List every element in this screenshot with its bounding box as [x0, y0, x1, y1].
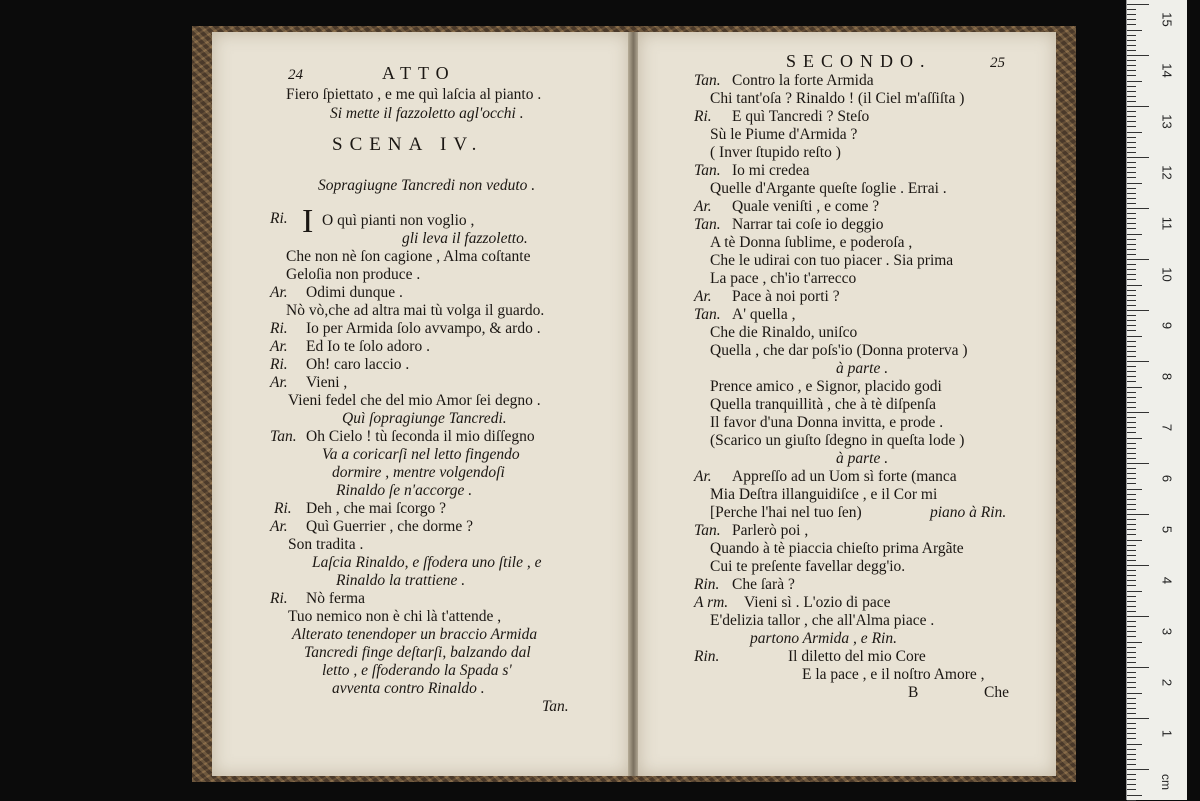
speaker: Ar.: [694, 198, 712, 215]
ruler-tick: [1127, 545, 1136, 546]
speaker: Tan.: [270, 428, 297, 445]
stage-direction: Tancredi finge deſtarſi, balzando dal: [304, 644, 531, 661]
ruler-tick: [1127, 259, 1149, 260]
ruler-number: 14: [1159, 63, 1175, 78]
text-line: Chi tant'oſa ? Rinaldo ! (il Ciel m'aſſiſta ): [710, 90, 965, 107]
ruler-tick: [1127, 667, 1149, 668]
ruler-tick: [1127, 392, 1136, 393]
ruler-tick: [1127, 351, 1136, 352]
text-line: Mia Deſtra illanguidiſce , e il Cor mi: [710, 486, 938, 503]
ruler-tick: [1127, 427, 1136, 428]
ruler-tick: [1127, 713, 1136, 714]
stage-direction: dormire , mentre volgendoſi: [332, 464, 505, 481]
ruler-tick: [1127, 152, 1136, 153]
ruler-tick: [1127, 30, 1142, 31]
ruler-tick: [1127, 341, 1136, 342]
text-line: A tè Donna ſublime, e poderoſa ,: [710, 234, 913, 251]
drop-cap: I: [302, 203, 314, 240]
ruler-tick: [1127, 677, 1136, 678]
ruler-unit: cm: [1159, 774, 1173, 790]
ruler-number: 10: [1159, 267, 1175, 282]
ruler-tick: [1127, 769, 1149, 770]
ruler-tick: [1127, 285, 1142, 286]
text-line: Tuo nemico non è chi là t'attende ,: [288, 608, 502, 625]
text-line: Nò vò,che ad altra mai tù volga il guardo.: [286, 302, 545, 319]
ruler-tick: [1127, 356, 1136, 357]
ruler-tick: [1127, 264, 1136, 265]
ruler-tick: [1127, 560, 1136, 561]
ruler-tick: [1127, 703, 1136, 704]
ruler-tick: [1127, 779, 1136, 780]
ruler-tick: [1127, 580, 1136, 581]
ruler-tick: [1127, 320, 1136, 321]
text-line: E la pace , e il noſtro Amore ,: [802, 666, 985, 683]
speaker: Tan.: [694, 216, 721, 233]
ruler-tick: [1127, 463, 1149, 464]
text-line: Narrar tai coſe io deggio: [732, 216, 884, 233]
text-line: Il diletto del mio Core: [788, 648, 926, 665]
text-line: Nò ferma: [306, 590, 365, 607]
ruler-tick: [1127, 789, 1136, 790]
speaker: Ri.: [270, 320, 288, 337]
speaker: Ar.: [270, 374, 288, 391]
measurement-ruler: [1126, 0, 1187, 800]
ruler-tick: [1127, 647, 1136, 648]
speaker: Ri.: [270, 210, 288, 227]
ruler-tick: [1127, 458, 1136, 459]
scene-heading: SCENA IV.: [332, 134, 484, 155]
ruler-number: 12: [1159, 165, 1175, 180]
speaker: Ri.: [274, 500, 292, 517]
ruler-tick: [1127, 754, 1136, 755]
ruler-tick: [1127, 693, 1142, 694]
stage-direction: avventa contro Rinaldo .: [332, 680, 485, 697]
ruler-tick: [1127, 601, 1136, 602]
stage-direction: piano à Rin.: [930, 504, 1007, 521]
ruler-tick: [1127, 70, 1136, 71]
ruler-tick: [1127, 708, 1136, 709]
ruler-tick: [1127, 489, 1142, 490]
text-line: Che ſarà ?: [732, 576, 795, 593]
speaker: A rm.: [694, 594, 729, 611]
catchword: Tan.: [542, 698, 569, 715]
ruler-tick: [1127, 534, 1136, 535]
ruler-tick: [1127, 412, 1149, 413]
ruler-tick: [1127, 784, 1136, 785]
text-line: Che non nè ſon cagione , Alma coſtante: [286, 248, 531, 265]
text-line: Parlerò poi ,: [732, 522, 809, 539]
ruler-tick: [1127, 366, 1136, 367]
stage-direction: Alterato tenendoper un braccio Armida: [292, 626, 538, 643]
speaker: Tan.: [694, 522, 721, 539]
ruler-tick: [1127, 274, 1136, 275]
ruler-tick: [1127, 269, 1136, 270]
ruler-tick: [1127, 91, 1136, 92]
ruler-tick: [1127, 728, 1136, 729]
text-line: Vieni fedel che del mio Amor ſei degno .: [288, 392, 541, 409]
stage-direction: Sopragiugne Tancredi non veduto .: [318, 177, 536, 194]
speaker: Rin.: [694, 576, 720, 593]
ruler-tick: [1127, 315, 1136, 316]
ruler-tick: [1127, 570, 1136, 571]
ruler-tick: [1127, 14, 1136, 15]
page-number: 25: [990, 55, 1005, 71]
ruler-tick: [1127, 438, 1142, 439]
text-line: Quelle d'Argante queſte ſoglie . Errai .: [710, 180, 947, 197]
ruler-number: 7: [1159, 423, 1175, 432]
speaker: Ar.: [694, 288, 712, 305]
ruler-tick: [1127, 407, 1136, 408]
ruler-tick: [1127, 540, 1142, 541]
text-line: Contro la forte Armida: [732, 72, 874, 89]
ruler-tick: [1127, 330, 1136, 331]
stage-direction: partono Armida , e Rin.: [750, 630, 897, 647]
ruler-tick: [1127, 254, 1136, 255]
ruler-tick: [1127, 764, 1136, 765]
ruler-tick: [1127, 310, 1149, 311]
text-line: Quale veniſti , e come ?: [732, 198, 880, 215]
ruler-tick: [1127, 126, 1136, 127]
ruler-tick: [1127, 514, 1149, 515]
text-line: Io per Armida ſolo avvampo, & ardo .: [306, 320, 541, 337]
text-line: Io mi credea: [732, 162, 810, 179]
ruler-tick: [1127, 239, 1136, 240]
text-line: Vieni ,: [306, 374, 348, 391]
ruler-tick: [1127, 19, 1136, 20]
ruler-tick: [1127, 81, 1142, 82]
ruler-tick: [1127, 504, 1136, 505]
stage-direction: à parte .: [836, 450, 889, 467]
ruler-number: 4: [1159, 576, 1175, 585]
ruler-tick: [1127, 448, 1136, 449]
ruler-tick: [1127, 494, 1136, 495]
ruler-tick: [1127, 60, 1136, 61]
running-head: SECONDO.: [786, 51, 932, 71]
ruler-tick: [1127, 40, 1136, 41]
ruler-tick: [1127, 45, 1136, 46]
ruler-tick: [1127, 473, 1136, 474]
speaker: Tan.: [694, 162, 721, 179]
stage-direction: Rinaldo ſe n'accorge .: [336, 482, 473, 499]
ruler-tick: [1127, 132, 1142, 133]
ruler-tick: [1127, 157, 1149, 158]
text-line: Pace à noi porti ?: [732, 288, 840, 305]
ruler-tick: [1127, 249, 1136, 250]
text-line: Vieni sì . L'ozio di pace: [744, 594, 891, 611]
text-line: Quando à tè piaccia chieſto prima Argãte: [710, 540, 964, 557]
text-line: Quì Guerrier , che dorme ?: [306, 518, 473, 535]
speaker: Ar.: [270, 338, 288, 355]
ruler-tick: [1127, 621, 1136, 622]
stage-direction: à parte .: [836, 360, 889, 377]
ruler-tick: [1127, 509, 1136, 510]
ruler-tick: [1127, 361, 1149, 362]
running-head: ATTO: [382, 63, 456, 83]
ruler-tick: [1127, 116, 1136, 117]
ruler-tick: [1127, 550, 1136, 551]
ruler-tick: [1127, 422, 1136, 423]
ruler-tick: [1127, 290, 1136, 291]
text-line: Appreſſo ad un Uom sì forte (manca: [732, 468, 957, 485]
stage-direction: Quì ſopragiunge Tancredi.: [342, 410, 507, 427]
text-line: O quì pianti non voglio ,: [322, 212, 475, 229]
ruler-tick: [1127, 106, 1149, 107]
text-line: E'delizia tallor , che all'Alma piace .: [710, 612, 935, 629]
ruler-tick: [1127, 223, 1136, 224]
ruler-tick: [1127, 591, 1142, 592]
text-line: Geloſia non produce .: [286, 266, 421, 283]
ruler-tick: [1127, 111, 1136, 112]
ruler-tick: [1127, 121, 1136, 122]
ruler-tick: [1127, 453, 1136, 454]
ruler-tick: [1127, 65, 1136, 66]
ruler-tick: [1127, 55, 1149, 56]
stage-direction: gli leva il fazzoletto.: [402, 230, 528, 247]
ruler-tick: [1127, 279, 1136, 280]
ruler-tick: [1127, 101, 1136, 102]
ruler-tick: [1127, 565, 1149, 566]
text-line: Prence amico , e Signor, placido godi: [710, 378, 942, 395]
stage-direction: Va a coricarſi nel letto fingendo: [322, 446, 520, 463]
speaker: Ar.: [694, 468, 712, 485]
ruler-tick: [1127, 596, 1136, 597]
ruler-tick: [1127, 555, 1136, 556]
ruler-tick: [1127, 198, 1136, 199]
speaker: Tan.: [694, 72, 721, 89]
ruler-tick: [1127, 376, 1136, 377]
ruler-number: 11: [1159, 216, 1175, 231]
text-line: Cui te preſente favellar degg'io.: [710, 558, 906, 575]
stage-direction: Si mette il fazzoletto agl'occhi .: [330, 105, 524, 122]
ruler-tick: [1127, 234, 1142, 235]
ruler-tick: [1127, 305, 1136, 306]
signature-mark: B: [908, 684, 919, 701]
text-line: A' quella ,: [732, 306, 796, 323]
text-line: Oh! caro laccio .: [306, 356, 410, 373]
text-line: Oh Cielo ! tù ſeconda il mio diſſegno: [306, 428, 535, 445]
ruler-tick: [1127, 611, 1136, 612]
ruler-tick: [1127, 325, 1136, 326]
ruler-tick: [1127, 478, 1136, 479]
speaker: Ar.: [270, 518, 288, 535]
text-line: E quì Tancredi ? Steſo: [732, 108, 870, 125]
ruler-tick: [1127, 662, 1136, 663]
ruler-tick: [1127, 208, 1149, 209]
ruler-tick: [1127, 432, 1136, 433]
ruler-tick: [1127, 172, 1136, 173]
stage-direction: Laſcia Rinaldo, e ſfodera uno ſtile , e: [312, 554, 542, 571]
left-page: [212, 32, 630, 776]
text-line: Che die Rinaldo, uniſco: [710, 324, 858, 341]
ruler-tick: [1127, 718, 1149, 719]
ruler-tick: [1127, 585, 1136, 586]
text-line: Son tradita .: [288, 536, 364, 553]
ruler-tick: [1127, 519, 1136, 520]
ruler-tick: [1127, 626, 1136, 627]
ruler-tick: [1127, 183, 1142, 184]
ruler-tick: [1127, 203, 1136, 204]
ruler-tick: [1127, 606, 1136, 607]
ruler-tick: [1127, 244, 1136, 245]
text-line: Odimi dunque .: [306, 284, 403, 301]
ruler-number: 5: [1159, 525, 1175, 534]
ruler-tick: [1127, 443, 1136, 444]
text-line: Il favor d'una Donna invitta, e prode .: [710, 414, 944, 431]
ruler-number: 6: [1159, 474, 1175, 483]
ruler-number: 3: [1159, 627, 1175, 636]
ruler-tick: [1127, 218, 1136, 219]
ruler-tick: [1127, 397, 1136, 398]
ruler-number: 8: [1159, 372, 1175, 381]
ruler-tick: [1127, 774, 1136, 775]
ruler-tick: [1127, 387, 1142, 388]
ruler-tick: [1127, 137, 1136, 138]
ruler-tick: [1127, 631, 1136, 632]
ruler-tick: [1127, 524, 1136, 525]
text-line: Quella tranquillità , che à tè diſpenſa: [710, 396, 936, 413]
ruler-number: 9: [1159, 321, 1175, 330]
ruler-tick: [1127, 759, 1136, 760]
ruler-tick: [1127, 483, 1136, 484]
ruler-tick: [1127, 24, 1136, 25]
ruler-tick: [1127, 652, 1136, 653]
text-line: ( Inver ſtupido reſto ): [710, 144, 841, 161]
ruler-tick: [1127, 346, 1136, 347]
text-line: Sù le Piume d'Armida ?: [710, 126, 858, 143]
ruler-tick: [1127, 50, 1136, 51]
ruler-tick: [1127, 744, 1142, 745]
ruler-tick: [1127, 657, 1136, 658]
ruler-tick: [1127, 738, 1136, 739]
ruler-tick: [1127, 193, 1136, 194]
ruler-tick: [1127, 642, 1142, 643]
ruler-number: 15: [1159, 12, 1175, 27]
ruler-tick: [1127, 499, 1136, 500]
text-line: [Perche l'hai nel tuo ſen): [710, 504, 862, 521]
ruler-tick: [1127, 167, 1136, 168]
text-line: (Scarico un giuſto ſdegno in queſta lode ): [710, 432, 965, 449]
ruler-tick: [1127, 300, 1136, 301]
speaker: Ri.: [270, 590, 288, 607]
text-line: La pace , ch'io t'arrecco: [710, 270, 857, 287]
speaker: Ri.: [694, 108, 712, 125]
ruler-number: 1: [1159, 729, 1175, 738]
ruler-tick: [1127, 213, 1136, 214]
page-number: 24: [288, 67, 303, 83]
ruler-tick: [1127, 4, 1149, 5]
text-line: Deh , che mai ſcorgo ?: [306, 500, 447, 517]
stage-direction: Rinaldo la trattiene .: [336, 572, 466, 589]
ruler-tick: [1127, 795, 1142, 796]
ruler-tick: [1127, 371, 1136, 372]
ruler-tick: [1127, 749, 1136, 750]
ruler-tick: [1127, 35, 1136, 36]
ruler-tick: [1127, 402, 1136, 403]
ruler-tick: [1127, 672, 1136, 673]
text-line: Fiero ſpiettato , e me quì laſcia al pianto .: [286, 86, 542, 103]
ruler-tick: [1127, 616, 1149, 617]
ruler-tick: [1127, 188, 1136, 189]
ruler-tick: [1127, 381, 1136, 382]
ruler-tick: [1127, 336, 1142, 337]
ruler-tick: [1127, 86, 1136, 87]
speaker: Ar.: [270, 284, 288, 301]
ruler-tick: [1127, 177, 1136, 178]
ruler-number: 2: [1159, 678, 1175, 687]
ruler-tick: [1127, 147, 1136, 148]
speaker: Ri.: [270, 356, 288, 373]
speaker: Rin.: [694, 648, 720, 665]
ruler-tick: [1127, 75, 1136, 76]
ruler-tick: [1127, 417, 1136, 418]
catchword: Che: [984, 684, 1009, 701]
ruler-tick: [1127, 682, 1136, 683]
ruler-tick: [1127, 636, 1136, 637]
stage-direction: letto , e ſfoderando la Spada s': [322, 662, 512, 679]
ruler-tick: [1127, 687, 1136, 688]
ruler-tick: [1127, 142, 1136, 143]
ruler-tick: [1127, 295, 1136, 296]
ruler-tick: [1127, 723, 1136, 724]
ruler-tick: [1127, 162, 1136, 163]
ruler-tick: [1127, 529, 1136, 530]
text-line: Ed Io te ſolo adoro .: [306, 338, 430, 355]
ruler-tick: [1127, 468, 1136, 469]
ruler-tick: [1127, 575, 1136, 576]
text-line: Quella , che dar poſs'io (Donna proterva ): [710, 342, 968, 359]
ruler-tick: [1127, 228, 1136, 229]
ruler-tick: [1127, 733, 1136, 734]
speaker: Tan.: [694, 306, 721, 323]
ruler-tick: [1127, 698, 1136, 699]
ruler-tick: [1127, 96, 1136, 97]
ruler-number: 13: [1159, 114, 1175, 129]
ruler-tick: [1127, 9, 1136, 10]
text-line: Che le udirai con tuo piacer . Sia prima: [710, 252, 954, 269]
right-page: [638, 32, 1056, 776]
